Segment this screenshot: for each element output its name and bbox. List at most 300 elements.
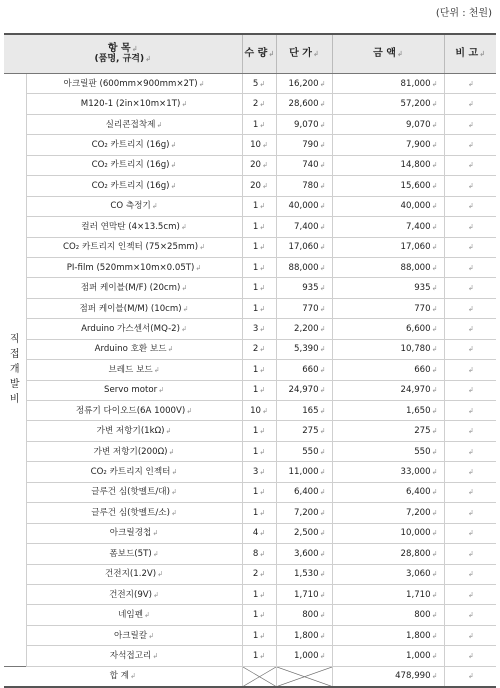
cell-item — [26, 503, 242, 523]
para-mark: ↲ — [467, 651, 474, 660]
cell-amount-text: 6,400 — [406, 487, 431, 498]
para-mark: ↲ — [319, 161, 326, 170]
cell-note — [444, 462, 496, 482]
cell-amount — [332, 155, 444, 175]
cell-item-text: 자석접고리 — [109, 650, 152, 661]
para-mark: ↲ — [319, 120, 326, 129]
para-mark: ↲ — [319, 447, 326, 456]
para-mark: ↲ — [431, 570, 438, 579]
header-item-sub-label: (품명, 규격) — [94, 54, 145, 64]
cell-price — [276, 298, 332, 318]
cell-price — [276, 544, 332, 564]
para-mark: ↲ — [467, 427, 474, 436]
cell-note — [444, 482, 496, 502]
cell-item-text: 점퍼 케이블(M/M) (10cm) — [79, 303, 182, 314]
cell-qty — [242, 74, 276, 94]
cell-qty — [242, 482, 276, 502]
table-row — [4, 278, 496, 298]
para-mark: ↲ — [467, 672, 474, 681]
cell-amount — [332, 114, 444, 134]
cell-note — [444, 605, 496, 625]
para-mark: ↲ — [467, 79, 474, 88]
unit-note: (단위 : 천원) — [435, 8, 492, 19]
cell-qty-text: 2 — [252, 569, 259, 580]
cell-price-text: 3,600 — [294, 548, 319, 559]
cell-note — [444, 278, 496, 298]
para-mark: ↲ — [319, 79, 326, 88]
para-mark: ↲ — [181, 324, 187, 333]
cell-item — [26, 462, 242, 482]
cell-item-text: 가변 저항기(1kΩ) — [96, 426, 165, 437]
para-mark: ↲ — [319, 611, 326, 620]
header-price-label: 단 가 — [289, 48, 312, 59]
cell-price-text: 790 — [302, 140, 319, 151]
cell-item-text: Arduino 가스센서(MQ-2) — [81, 323, 180, 334]
para-mark: ↲ — [431, 304, 438, 313]
para-mark: ↲ — [151, 202, 158, 211]
cell-item-text: PI-film (520mm×10m×0.05T) — [66, 262, 195, 273]
cell-note — [444, 135, 496, 155]
para-mark: ↲ — [319, 590, 326, 599]
para-mark: ↲ — [262, 161, 268, 170]
cell-price — [276, 319, 332, 339]
para-mark: ↲ — [431, 672, 438, 681]
para-mark: ↲ — [259, 570, 266, 579]
para-mark: ↲ — [148, 631, 155, 640]
cell-amount-text: 40,000 — [400, 201, 431, 212]
table-row — [4, 421, 496, 441]
para-mark: ↲ — [259, 263, 266, 272]
cell-note — [444, 298, 496, 318]
cell-price — [276, 421, 332, 441]
para-mark: ↲ — [319, 508, 326, 517]
table-row — [4, 237, 496, 257]
header-item-sub — [6, 54, 240, 64]
cell-item — [26, 625, 242, 645]
cell-price-text: 5,390 — [294, 344, 319, 355]
cell-qty — [242, 257, 276, 277]
cell-price — [276, 360, 332, 380]
cell-amount — [332, 564, 444, 584]
cell-price — [276, 380, 332, 400]
cell-item — [26, 94, 242, 114]
table-row — [4, 257, 496, 277]
cell-amount-text: 15,600 — [400, 180, 431, 191]
para-mark: ↲ — [431, 345, 438, 354]
table-row — [4, 114, 496, 134]
cell-qty-text: 3 — [252, 323, 259, 334]
para-mark: ↲ — [467, 406, 474, 415]
cell-price-text: 780 — [302, 180, 319, 191]
cell-amount-text: 550 — [414, 446, 431, 457]
cell-amount — [332, 339, 444, 359]
cell-item — [26, 564, 242, 584]
cell-note — [444, 319, 496, 339]
cell-amount — [332, 196, 444, 216]
para-mark: ↲ — [195, 263, 202, 272]
para-mark: ↲ — [152, 651, 159, 660]
cell-item — [26, 278, 242, 298]
cell-note — [444, 380, 496, 400]
cell-price — [276, 217, 332, 237]
para-mark: ↲ — [431, 468, 438, 477]
cell-item — [26, 237, 242, 257]
table-row — [4, 380, 496, 400]
cell-price — [276, 482, 332, 502]
para-mark: ↲ — [467, 263, 474, 272]
cell-item — [26, 360, 242, 380]
para-mark: ↲ — [168, 447, 175, 456]
cell-price-text: 16,200 — [288, 78, 319, 89]
table-row — [4, 360, 496, 380]
para-mark: ↲ — [467, 284, 474, 293]
para-mark: ↲ — [467, 488, 474, 497]
cell-qty-text: 1 — [252, 119, 259, 130]
para-mark: ↲ — [198, 79, 205, 88]
cell-qty-text: 1 — [252, 426, 259, 437]
para-mark: ↲ — [467, 161, 474, 170]
para-mark: ↲ — [259, 243, 266, 252]
para-mark: ↲ — [131, 45, 138, 53]
para-mark: ↲ — [431, 141, 438, 150]
para-mark: ↲ — [431, 427, 438, 436]
para-mark: ↲ — [431, 386, 438, 395]
para-mark: ↲ — [319, 406, 326, 415]
header-row — [4, 34, 496, 74]
cell-qty — [242, 135, 276, 155]
para-mark: ↲ — [431, 161, 438, 170]
budget-table — [4, 33, 496, 688]
para-mark: ↲ — [467, 386, 474, 395]
para-mark: ↲ — [467, 611, 474, 620]
cell-price — [276, 278, 332, 298]
cell-amount — [332, 298, 444, 318]
para-mark: ↲ — [431, 243, 438, 252]
para-mark: ↲ — [165, 427, 172, 436]
cell-qty — [242, 584, 276, 604]
total-amount-text: 478,990 — [395, 671, 431, 682]
table-row — [4, 155, 496, 175]
cell-price — [276, 503, 332, 523]
cell-item — [26, 401, 242, 421]
para-mark: ↲ — [259, 447, 266, 456]
para-mark: ↲ — [259, 590, 266, 599]
para-mark: ↲ — [259, 365, 266, 374]
cell-price-text: 9,070 — [294, 119, 319, 130]
cell-amount-text: 275 — [414, 426, 431, 437]
para-mark: ↲ — [259, 120, 266, 129]
cell-amount-text: 14,800 — [400, 160, 431, 171]
cell-note — [444, 523, 496, 543]
cell-amount — [332, 217, 444, 237]
header-price — [276, 34, 332, 74]
para-mark: ↲ — [431, 651, 438, 660]
para-mark: ↲ — [319, 181, 326, 190]
cell-amount — [332, 421, 444, 441]
cell-amount — [332, 441, 444, 461]
cell-qty-text: 1 — [252, 487, 259, 498]
cell-qty — [242, 176, 276, 196]
table-row — [4, 196, 496, 216]
para-mark: ↲ — [467, 100, 474, 109]
para-mark: ↲ — [180, 222, 187, 231]
para-mark: ↲ — [431, 79, 438, 88]
para-mark: ↲ — [319, 651, 326, 660]
total-qty-empty — [242, 666, 276, 687]
cell-item — [26, 298, 242, 318]
cell-amount — [332, 94, 444, 114]
cell-item-text: 아크릴경첩 — [109, 528, 152, 539]
para-mark: ↲ — [431, 447, 438, 456]
para-mark: ↲ — [153, 590, 159, 599]
para-mark: ↲ — [167, 345, 174, 354]
cell-price — [276, 339, 332, 359]
table-row — [4, 217, 496, 237]
cell-item-text: 건전지(9V) — [109, 589, 153, 600]
para-mark: ↲ — [319, 570, 326, 579]
cell-amount — [332, 646, 444, 666]
para-mark: ↲ — [152, 549, 159, 558]
cell-note — [444, 237, 496, 257]
cell-qty — [242, 319, 276, 339]
cell-qty-text: 4 — [252, 528, 259, 539]
cell-amount — [332, 176, 444, 196]
cell-price — [276, 74, 332, 94]
cell-item-text: Servo motor — [103, 385, 158, 396]
para-mark: ↲ — [396, 50, 403, 58]
para-mark: ↲ — [129, 672, 136, 681]
table-row — [4, 319, 496, 339]
cell-amount-text: 28,800 — [400, 548, 431, 559]
para-mark: ↲ — [319, 529, 326, 538]
cell-note — [444, 114, 496, 134]
para-mark: ↲ — [259, 631, 266, 640]
cell-price — [276, 523, 332, 543]
para-mark: ↲ — [259, 549, 266, 558]
cell-price — [276, 176, 332, 196]
cell-price-text: 935 — [302, 283, 319, 294]
para-mark: ↲ — [431, 508, 438, 517]
cell-note — [444, 257, 496, 277]
cell-note — [444, 176, 496, 196]
para-mark: ↲ — [467, 447, 474, 456]
cell-amount — [332, 503, 444, 523]
para-mark: ↲ — [467, 120, 474, 129]
cell-amount-text: 9,070 — [406, 119, 431, 130]
cell-price-text: 1,530 — [294, 569, 319, 580]
cell-qty — [242, 339, 276, 359]
para-mark: ↲ — [199, 243, 205, 252]
cell-qty — [242, 503, 276, 523]
table-row — [4, 94, 496, 114]
cell-item-text: 정류기 다이오드(6A 1000V) — [75, 405, 186, 416]
cell-amount — [332, 401, 444, 421]
para-mark: ↲ — [259, 222, 266, 231]
cell-amount — [332, 257, 444, 277]
cell-qty — [242, 360, 276, 380]
cell-item — [26, 196, 242, 216]
cell-amount-text: 1,800 — [406, 630, 431, 641]
cell-amount-text: 935 — [414, 283, 431, 294]
cell-item-text: 건전지(1.2V) — [104, 569, 157, 580]
cell-qty-text: 1 — [252, 446, 259, 457]
cell-price-text: 7,400 — [294, 221, 319, 232]
cell-note — [444, 564, 496, 584]
cell-price-text: 40,000 — [288, 201, 319, 212]
cell-note — [444, 94, 496, 114]
cell-item-text: 실리콘접착제 — [105, 119, 156, 130]
cell-note — [444, 646, 496, 666]
para-mark: ↲ — [170, 161, 177, 170]
cell-qty — [242, 421, 276, 441]
para-mark: ↲ — [467, 181, 474, 190]
total-row — [4, 666, 496, 687]
cell-item — [26, 155, 242, 175]
para-mark: ↲ — [268, 50, 275, 58]
cell-amount — [332, 74, 444, 94]
cell-item — [26, 523, 242, 543]
cell-qty-text: 1 — [252, 262, 259, 273]
cell-qty — [242, 298, 276, 318]
cell-qty — [242, 155, 276, 175]
para-mark: ↲ — [431, 284, 438, 293]
para-mark: ↲ — [182, 304, 189, 313]
cell-qty — [242, 217, 276, 237]
para-mark: ↲ — [259, 79, 266, 88]
cell-note — [444, 360, 496, 380]
para-mark: ↲ — [431, 611, 438, 620]
cell-amount-text: 6,600 — [406, 323, 431, 334]
cell-price — [276, 257, 332, 277]
para-mark: ↲ — [467, 365, 474, 374]
cell-note — [444, 584, 496, 604]
cell-amount — [332, 360, 444, 380]
para-mark: ↲ — [431, 488, 438, 497]
para-mark: ↲ — [319, 324, 326, 333]
cell-qty-text: 1 — [252, 283, 259, 294]
cell-item — [26, 482, 242, 502]
para-mark: ↲ — [186, 406, 193, 415]
para-mark: ↲ — [259, 386, 266, 395]
cell-amount-text: 1,650 — [406, 405, 431, 416]
cell-price — [276, 564, 332, 584]
table-row — [4, 564, 496, 584]
cell-price — [276, 605, 332, 625]
cell-price — [276, 155, 332, 175]
para-mark: ↲ — [431, 120, 438, 129]
cell-qty-text: 1 — [252, 242, 259, 253]
cell-price — [276, 94, 332, 114]
para-mark: ↲ — [262, 181, 268, 190]
total-price-empty — [276, 666, 332, 687]
cell-amount — [332, 135, 444, 155]
cell-amount-text: 3,060 — [406, 569, 431, 580]
para-mark: ↲ — [479, 50, 486, 58]
cell-price — [276, 625, 332, 645]
para-mark: ↲ — [431, 631, 438, 640]
para-mark: ↲ — [467, 222, 474, 231]
header-item — [4, 34, 242, 74]
para-mark: ↲ — [259, 611, 266, 620]
cell-qty — [242, 544, 276, 564]
cell-price-text: 17,060 — [288, 242, 319, 253]
cell-item — [26, 319, 242, 339]
cell-price — [276, 584, 332, 604]
cell-item-text: 아크릴칼 — [113, 630, 148, 641]
para-mark: ↲ — [312, 50, 319, 58]
para-mark: ↲ — [431, 222, 438, 231]
cell-price-text: 11,000 — [288, 467, 319, 478]
para-mark: ↲ — [319, 345, 326, 354]
cell-amount-text: 7,400 — [406, 221, 431, 232]
cell-qty — [242, 237, 276, 257]
cell-price-text: 800 — [302, 610, 319, 621]
para-mark: ↲ — [467, 570, 474, 579]
para-mark: ↲ — [319, 100, 326, 109]
cell-item — [26, 646, 242, 666]
cell-note — [444, 74, 496, 94]
total-note — [444, 666, 496, 687]
cell-price-text: 275 — [302, 426, 319, 437]
para-mark: ↲ — [144, 611, 150, 620]
cell-qty-text: 1 — [252, 385, 259, 396]
cell-amount — [332, 380, 444, 400]
cell-qty-text: 1 — [252, 650, 259, 661]
total-label-text: 합 계 — [109, 671, 129, 682]
table-row — [4, 74, 496, 94]
cell-item-text: 네임펜 — [118, 610, 144, 621]
para-mark: ↲ — [467, 324, 474, 333]
cell-note — [444, 401, 496, 421]
para-mark: ↲ — [259, 529, 266, 538]
cell-qty — [242, 646, 276, 666]
para-mark: ↲ — [170, 141, 177, 150]
cell-price-text: 740 — [302, 160, 319, 171]
para-mark: ↲ — [259, 284, 266, 293]
cell-item — [26, 74, 242, 94]
cell-qty — [242, 196, 276, 216]
para-mark: ↲ — [319, 631, 326, 640]
para-mark: ↲ — [259, 508, 266, 517]
cell-qty-text: 1 — [252, 589, 259, 600]
para-mark: ↲ — [262, 406, 268, 415]
para-mark: ↲ — [467, 202, 474, 211]
cell-item — [26, 441, 242, 461]
cell-item-text: CO₂ 카트리지 (16g) — [91, 160, 170, 171]
cell-price-text: 7,200 — [294, 507, 319, 518]
cell-qty-text: 20 — [250, 180, 262, 191]
para-mark: ↲ — [319, 365, 326, 374]
cell-amount-text: 17,060 — [400, 242, 431, 253]
cell-qty-text: 10 — [250, 140, 262, 151]
cell-amount-text: 660 — [414, 364, 431, 375]
header-item-label: 항 목 — [107, 43, 131, 54]
cell-amount — [332, 544, 444, 564]
cell-amount-text: 7,900 — [406, 140, 431, 151]
para-mark: ↲ — [467, 345, 474, 354]
table-row — [4, 523, 496, 543]
para-mark: ↲ — [431, 100, 438, 109]
para-mark: ↲ — [262, 141, 268, 150]
cell-item — [26, 584, 242, 604]
cell-qty-text: 2 — [252, 344, 259, 355]
cell-item-text: Arduino 호환 보드 — [94, 344, 167, 355]
table-row — [4, 401, 496, 421]
category-label: 직접개발비 — [9, 334, 20, 406]
cell-item — [26, 605, 242, 625]
cell-price — [276, 114, 332, 134]
cell-item-text: CO 측정기 — [110, 201, 151, 212]
